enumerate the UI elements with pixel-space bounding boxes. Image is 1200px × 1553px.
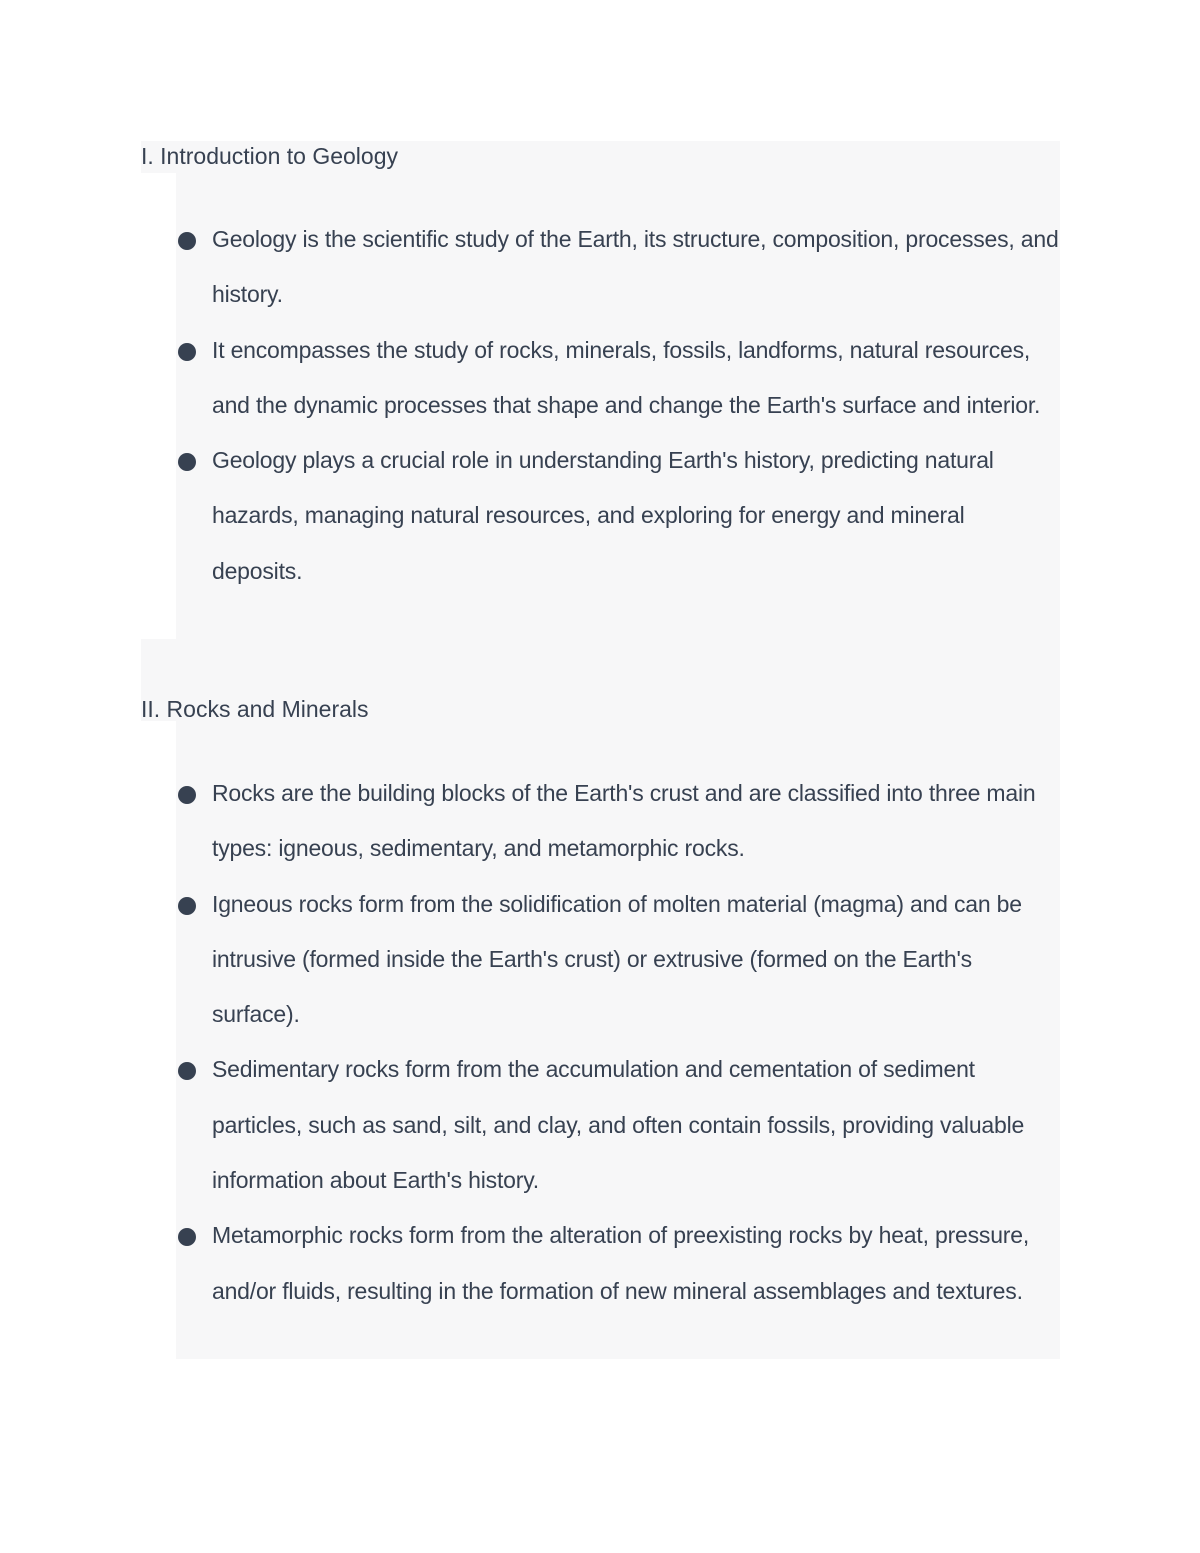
bullet-icon: [178, 786, 196, 804]
bullet-icon: [178, 1228, 196, 1246]
list-item-text: Metamorphic rocks form from the alteration of preexisting rocks by heat, pressure, and/or fluids, resulting in the formation of new mineral assemblages and textures.: [212, 1222, 1030, 1304]
list-item: [176, 877, 1060, 1043]
bullet-icon: [178, 897, 196, 915]
list-item-text: It encompasses the study of rocks, minerals, fossils, landforms, natural resources, and the dynamic processes that shape and change the Earth's surface and interior.: [212, 336, 1041, 418]
bullet-icon: [178, 232, 196, 250]
list-item-text: Geology plays a crucial role in understanding Earth's history, predicting natural hazards, managing natural resources, and exploring for energy and mineral deposits.: [212, 447, 994, 584]
list-item: [176, 212, 1060, 323]
list-item-text: Sedimentary rocks form from the accumulation and cementation of sediment particles, such as sand, silt, and clay, and often contain fossils, providing valuable information about Earth's history.: [212, 1056, 1025, 1194]
bullet-list-rocks-minerals: [176, 766, 1060, 1319]
bullet-icon: [178, 1062, 196, 1080]
section-heading-rocks-minerals: II. Rocks and Minerals: [141, 696, 369, 722]
list-item: [176, 766, 1060, 877]
list-item-text: Geology is the scientific study of the Earth, its structure, composition, processes, and history.: [212, 226, 1059, 308]
list-item-text: Igneous rocks form from the solidification of molten material (magma) and can be intrusive (formed inside the Earth's crust) or extrusive (formed on the Earth's surface).: [212, 890, 1022, 1028]
list-item: [176, 1042, 1060, 1208]
bullet-icon: [178, 343, 196, 361]
list-item-text: Rocks are the building blocks of the Earth's crust and are classified into three main types: igneous, sedimentary, and metamorphic rocks.: [212, 780, 1036, 862]
list-item: [176, 1208, 1060, 1319]
bullet-icon: [178, 453, 196, 471]
bullet-list-introduction: [176, 212, 1060, 599]
list-item: [176, 433, 1060, 599]
section-heading-introduction: I. Introduction to Geology: [141, 143, 398, 169]
list-item: [176, 323, 1060, 434]
